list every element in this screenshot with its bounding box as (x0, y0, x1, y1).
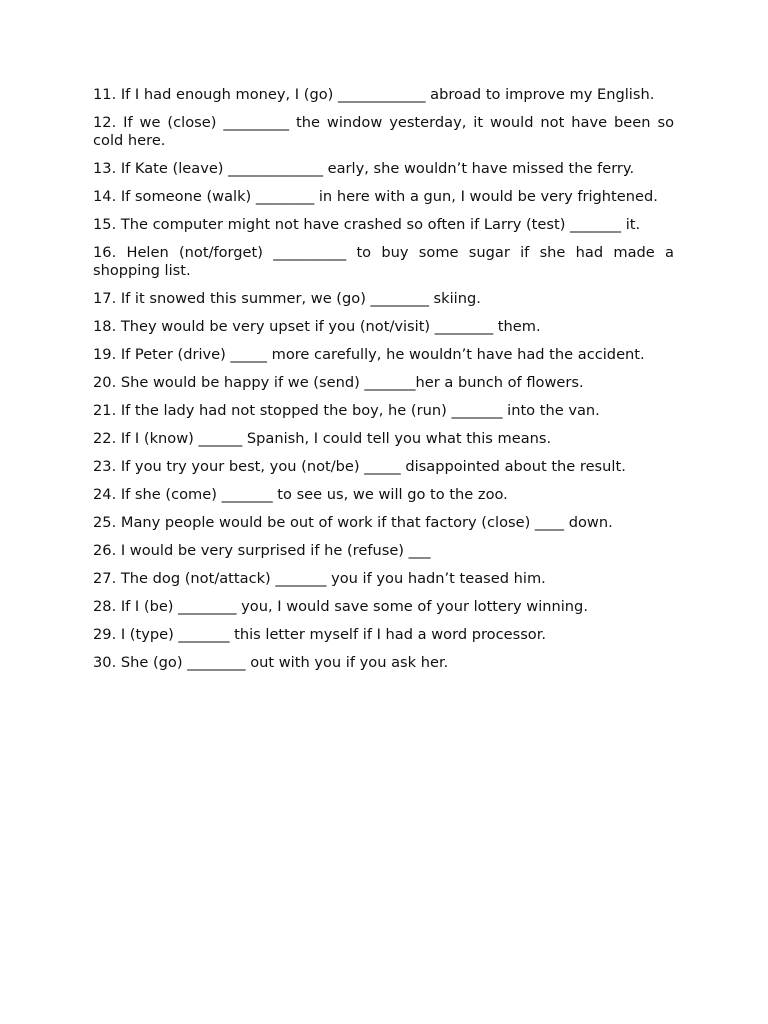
exercise-item-22: 22. If I (know) ______ Spanish, I could tell you what this means. (93, 430, 552, 447)
exercise-item-12: 12. If we (close) _________ the window yesterday, it would not have been so cold here. (93, 114, 674, 149)
exercise-item-25: 25. Many people would be out of work if that factory (close) ____ down. (93, 514, 613, 531)
exercise-item-26: 26. I would be very surprised if he (refuse) ___ (93, 542, 431, 559)
exercise-item-17: 17. If it snowed this summer, we (go) ________ skiing. (93, 290, 481, 307)
exercise-item-30: 30. She (go) ________ out with you if you ask her. (93, 654, 449, 671)
exercise-item-16: 16. Helen (not/forget) __________ to buy some sugar if she had made a shopping list. (93, 244, 674, 279)
exercise-item-15: 15. The computer might not have crashed so often if Larry (test) _______ it. (93, 216, 641, 233)
exercise-list (93, 86, 674, 682)
exercise-item-29: 29. I (type) _______ this letter myself if I had a word processor. (93, 626, 547, 643)
exercise-item-13: 13. If Kate (leave) _____________ early, she wouldn’t have missed the ferry. (93, 160, 635, 177)
exercise-item-24: 24. If she (come) _______ to see us, we will go to the zoo. (93, 486, 508, 503)
exercise-item-19: 19. If Peter (drive) _____ more carefully, he wouldn’t have had the accident. (93, 346, 645, 363)
exercise-item-20: 20. She would be happy if we (send) _______her a bunch of flowers. (93, 374, 584, 391)
exercise-item-23: 23. If you try your best, you (not/be) _____ disappointed about the result. (93, 458, 626, 475)
exercise-item-14: 14. If someone (walk) ________ in here with a gun, I would be very frightened. (93, 188, 658, 205)
exercise-item-21: 21. If the lady had not stopped the boy, he (run) _______ into the van. (93, 402, 600, 419)
exercise-item-28: 28. If I (be) ________ you, I would save some of your lottery winning. (93, 598, 588, 615)
exercise-item-11: 11. If I had enough money, I (go) ____________ abroad to improve my English. (93, 86, 655, 103)
exercise-item-18: 18. They would be very upset if you (not/visit) ________ them. (93, 318, 541, 335)
exercise-item-27: 27. The dog (not/attack) _______ you if you hadn’t teased him. (93, 570, 546, 587)
